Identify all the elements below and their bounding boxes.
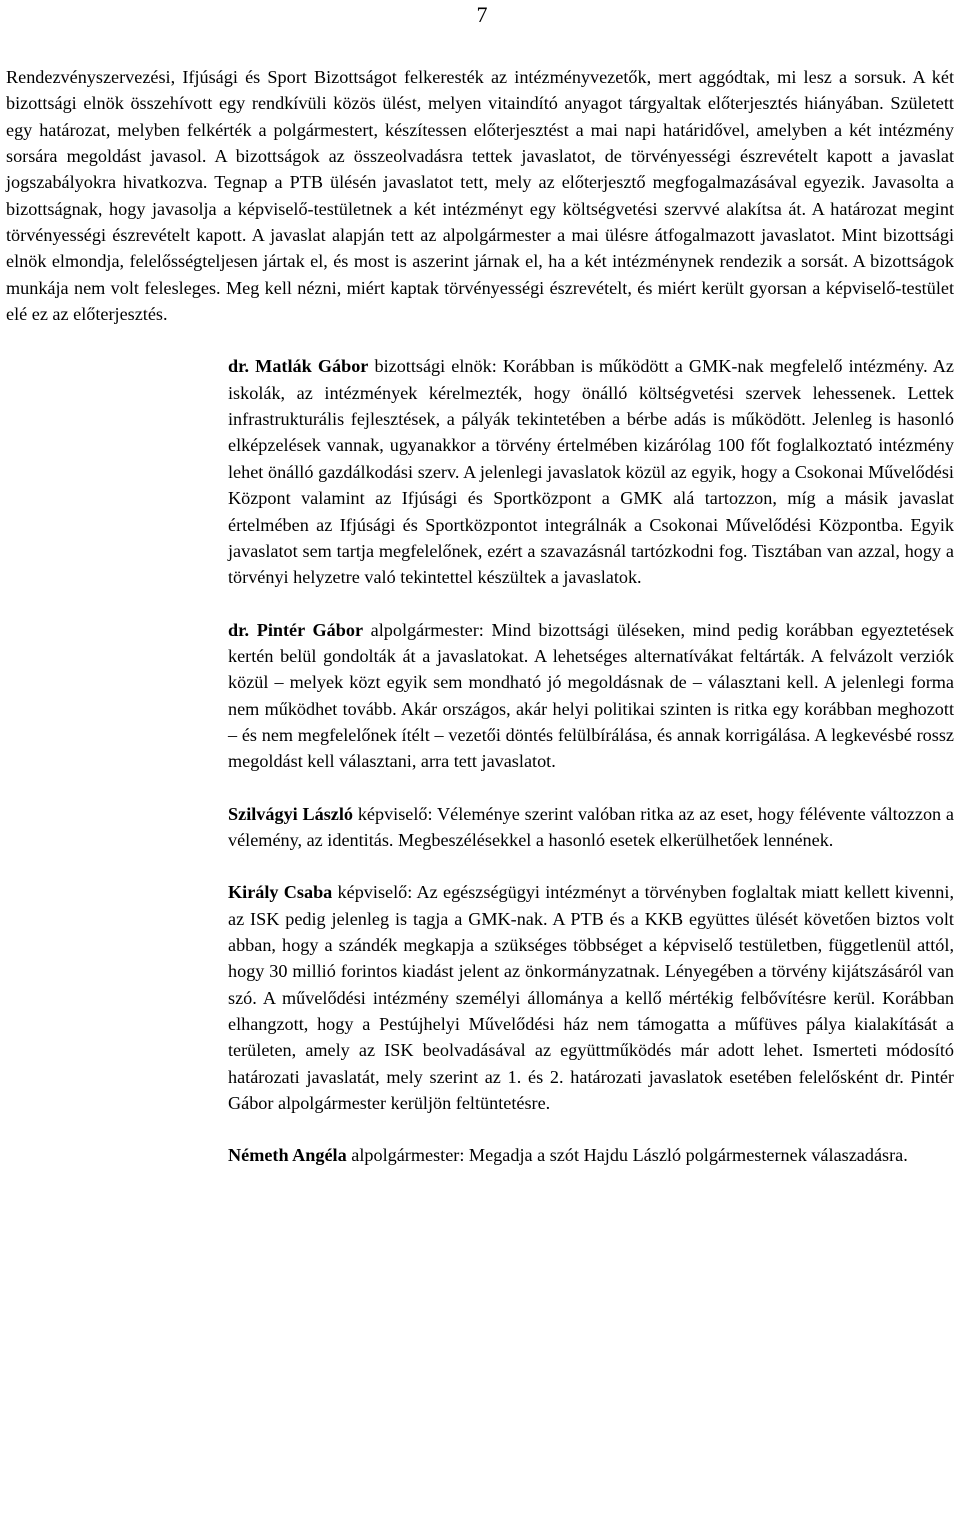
paragraph-spacer — [6, 853, 954, 879]
statement-kiraly — [6, 879, 954, 1116]
statement-matlak — [6, 353, 954, 590]
document-body — [6, 64, 954, 1169]
statement-text: bizottsági elnök: Korábban is működött a GMK-nak megfelelő intézmény. Az iskolák, az intézmények kérelmezték, hogy önálló költségvetési szervek lehessenek. Lettek infrastrukturális fejlesztések, a pályák tekintetében a bérbe adás is működött. Jelenleg is hasonló elképzelések vannak, ugyanakkor a törvény értelmében kizárólag 100 főt foglalkoztató intézmény lehet önálló gazdálkodási szerv. A jelenlegi javaslatok közül az egyik, hogy a Csokonai Művelődési Központ valamint az Ifjúsági és Sportközpont a GMK alá tartozzon, míg a másik javaslat értelmében az Ifjúsági és Sportközpontot integrálnák a Csokonai Művelődési Központba. Egyik javaslatot sem tartja megfelelőnek, ezért a szavazásnál tartózkodni fog. Tisztában van azzal, hogy a törvényi helyzetre való tekintettel készültek a javaslatok. — [228, 356, 954, 588]
speaker-name: Németh Angéla — [228, 1145, 347, 1166]
page-number: 7 — [476, 2, 488, 27]
speaker-name: dr. Pintér Gábor — [228, 619, 364, 640]
speaker-name: Szilvágyi László — [228, 803, 354, 824]
paragraph-spacer — [6, 327, 954, 353]
statement-nemeth — [6, 1142, 954, 1168]
speaker-name: Király Csaba — [228, 882, 333, 903]
statement-szilvagyi — [6, 801, 954, 854]
statement-text: képviselő: Véleménye szerint valóban ritka az az eset, hogy félévente változzon a vélemény, az identitás. Megbeszélésekkel a hasonló esetek elkerülhetőek lennének. — [228, 803, 954, 850]
paragraph-spacer — [6, 591, 954, 617]
statement-text: képviselő: Az egészségügyi intézményt a törvényben foglaltak miatt kellett kivenni, az ISK pedig jelenleg is tagja a GMK-nak. A PTB és a KKB együttes ülését követően biztos volt abban, hogy a szándék megkapja a szükséges többséget a képviselő testületben, függetlenül attól, hogy 30 millió forintos kiadást jelent az önkormányzatnak. Lényegében a törvény kijátszásáról van szó. A művelődési intézmény személyi állománya a kellő mértékig felbővítésre kerül. Korábban elhangzott, hogy a Pestújhelyi Művelődési ház nem támogatta a műfüves pálya kialakítását a területen, amely az ISK beolvadásával az együttműködés már adott lehet. Ismerteti módosító határozati javaslatát, mely szerint az 1. és 2. határozati javaslatok esetében felelősként dr. Pintér Gábor alpolgármester kerüljön feltüntetésre. — [228, 882, 954, 1114]
statement-text: alpolgármester: Megadja a szót Hajdu László polgármesternek válaszadásra. — [346, 1145, 908, 1166]
paragraph-spacer — [6, 775, 954, 801]
statement-text: alpolgármester: Mind bizottsági üléseken, mind pedig korábban egyeztetések kertén belül gondolták át a javaslatokat. A lehetséges alternatívákat feltárták. A felvázolt verziók közül – melyek közt egyik sem mondható jó megoldásnak de – választani kell. A jelenlegi forma nem működhet tovább. Akár országos, akár helyi politikai szinten is ritka egy korábban meghozott – és nem megfelelőnek ítélt – vezetői döntés felülbírálása, és annak korrigálása. A legkevésbé rossz megoldást kell választani, arra tett javaslatot. — [228, 619, 954, 772]
statement-pinter — [6, 617, 954, 775]
paragraph-spacer — [6, 1116, 954, 1142]
speaker-name: dr. Matlák Gábor — [228, 356, 369, 377]
intro-paragraph: Rendezvényszervezési, Ifjúsági és Sport Bizottságot felkeresték az intézményvezetők, mert aggódtak, mi lesz a sorsuk. A két bizottsági elnök összehívott egy rendkívüli közös ülést, melyen vitaindító anyagot tárgyaltak előterjesztés hiányában. Született egy határozat, melyben felkérték a polgármestert, készítessen előterjesztést a mai napi határidővel, amelyben a két intézmény sorsára megoldást javasol. A bizottságok az összeolvadásra tettek javaslatot, de törvényességi észrevételt kapott a javaslat jogszabályokra hivatkozva. Tegnap a PTB ülésén javaslatot tett, mely az előterjesztő megfogalmazásával egyezik. Javasolta a bizottságnak, hogy javasolja a képviselő-testületnek a két intézményt egy költségvetési szervvé alakítsa át. A határozat megint törvényességi észrevételt kapott. A javaslat alapján tett az alpolgármester a mai ülésre átfogalmazott javaslatot. Mint bizottsági elnök elmondja, felelősségteljesen jártak el, és most is aszerint járnak el, ha a két intézménynek rendezik a sorsát. A bizottságok munkája nem volt felesleges. Meg kell nézni, miért kaptak törvényességi észrevételt, és miért került gyorsan a képviselő-testület elé ez az előterjesztés. — [6, 67, 954, 325]
